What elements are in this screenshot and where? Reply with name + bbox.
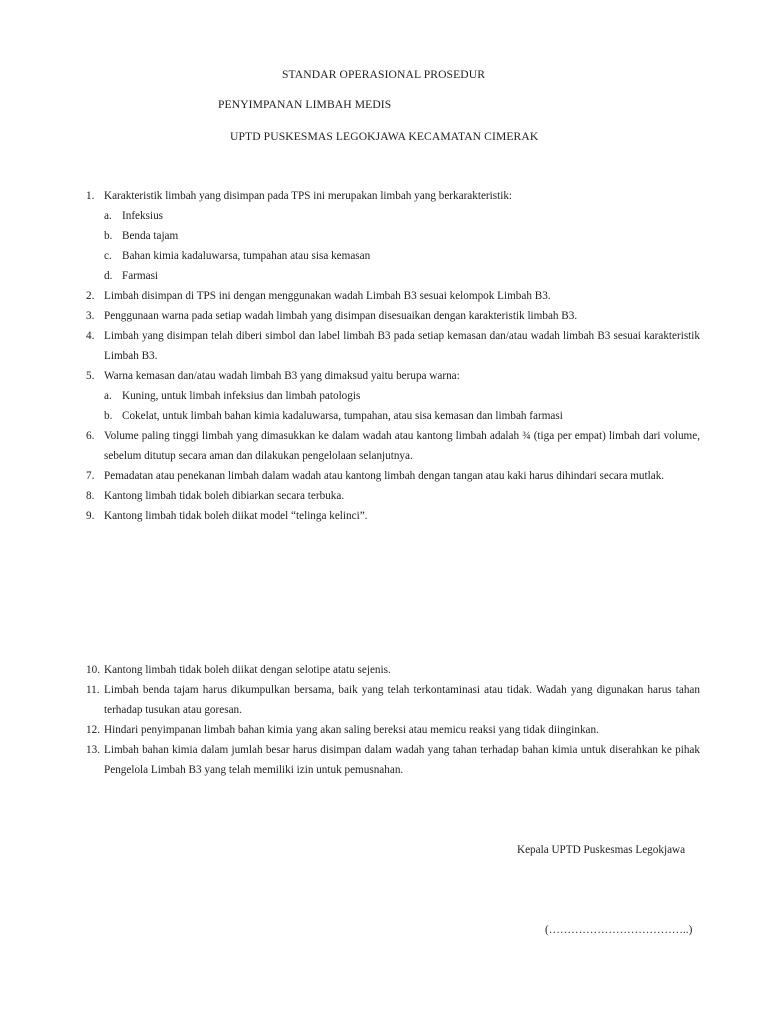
procedure-list-part2 bbox=[86, 660, 700, 780]
sub-item-text: Cokelat, untuk limbah bahan kimia kadaluwarsa, tumpahan, atau sisa kemasan dan limbah farmasi bbox=[122, 410, 563, 422]
list-item bbox=[86, 366, 700, 386]
item-text: Karakteristik limbah yang disimpan pada TPS ini merupakan limbah yang berkarakteristik: bbox=[104, 190, 513, 202]
sub-item-letter: c. bbox=[104, 250, 112, 262]
sub-item-text: Bahan kimia kadaluwarsa, tumpahan atau sisa kemasan bbox=[122, 250, 371, 262]
item-number: 6. bbox=[86, 430, 95, 442]
sub-item-text: Farmasi bbox=[122, 270, 159, 282]
item-text: Limbah bahan kimia dalam jumlah besar harus disimpan dalam wadah yang tahan terhadap bahan kimia untuk diserahkan ke pihak Pengelola Limbah B3 yang telah memiliki izin untuk pemusnahan. bbox=[104, 744, 700, 776]
sub-item bbox=[86, 226, 700, 246]
item-text: Kantong limbah tidak boleh dibiarkan secara terbuka. bbox=[104, 490, 345, 502]
sub-item-letter: a. bbox=[104, 210, 112, 222]
list-item bbox=[86, 680, 700, 720]
doc-title: STANDAR OPERASIONAL PROSEDUR bbox=[282, 68, 486, 81]
procedure-list-part1 bbox=[86, 186, 700, 526]
list-item bbox=[86, 426, 700, 466]
signature-placeholder: (………………………………..) bbox=[545, 924, 693, 936]
item-text: Kantong limbah tidak boleh diikat dengan selotipe atatu sejenis. bbox=[104, 664, 391, 676]
item-text: Limbah yang disimpan telah diberi simbol dan label limbah B3 pada setiap kemasan dan/atau wadah limbah B3 sesuai karakteristik Limbah B3. bbox=[104, 330, 700, 362]
item-text: Limbah disimpan di TPS ini dengan menggunakan wadah Limbah B3 sesuai kelompok Limbah B3. bbox=[104, 290, 551, 302]
sub-item bbox=[86, 266, 700, 286]
sub-item bbox=[86, 206, 700, 226]
list-item bbox=[86, 326, 700, 366]
list-item bbox=[86, 660, 700, 680]
list-item bbox=[86, 740, 700, 780]
sub-item bbox=[86, 386, 700, 406]
item-number: 12. bbox=[86, 724, 100, 736]
sub-item bbox=[86, 246, 700, 266]
item-number: 8. bbox=[86, 490, 95, 502]
sub-item bbox=[86, 406, 700, 426]
item-text: Volume paling tinggi limbah yang dimasukkan ke dalam wadah atau kantong limbah adalah ¾ (tiga per empat) limbah dari volume, sebelum ditutup secara aman dan dilakukan pengelolaan selanjutnya. bbox=[104, 430, 700, 462]
sub-item-text: Infeksius bbox=[122, 210, 164, 222]
item-number: 1. bbox=[86, 190, 95, 202]
sub-item-text: Benda tajam bbox=[122, 230, 179, 242]
list-item bbox=[86, 306, 700, 326]
list-item bbox=[86, 186, 700, 206]
sub-item-text: Kuning, untuk limbah infeksius dan limbah patologis bbox=[122, 390, 361, 402]
item-number: 13. bbox=[86, 744, 100, 756]
sub-item-letter: d. bbox=[104, 270, 113, 282]
item-number: 10. bbox=[86, 664, 100, 676]
item-text: Pemadatan atau penekanan limbah dalam wadah atau kantong limbah dengan tangan atau kaki harus dihindari secara mutlak. bbox=[104, 470, 665, 482]
list-item bbox=[86, 466, 700, 486]
item-text: Limbah benda tajam harus dikumpulkan bersama, baik yang telah terkontaminasi atau tidak. Wadah yang digunakan harus tahan terhadap tusukan atau goresan. bbox=[104, 684, 700, 716]
sub-item-letter: a. bbox=[104, 390, 112, 402]
doc-institution: UPTD PUSKESMAS LEGOKJAWA KECAMATAN CIMERAK bbox=[230, 130, 539, 143]
item-text: Warna kemasan dan/atau wadah limbah B3 yang dimaksud yaitu berupa warna: bbox=[104, 370, 460, 382]
item-text: Penggunaan warna pada setiap wadah limbah yang disimpan disesuaikan dengan karakteristik limbah B3. bbox=[104, 310, 578, 322]
sub-item-letter: b. bbox=[104, 410, 113, 422]
item-text: Hindari penyimpanan limbah bahan kimia yang akan saling bereksi atau memicu reaksi yang tidak diinginkan. bbox=[104, 724, 599, 736]
item-number: 11. bbox=[86, 684, 100, 696]
list-item bbox=[86, 286, 700, 306]
item-number: 4. bbox=[86, 330, 95, 342]
list-item bbox=[86, 486, 700, 506]
list-item bbox=[86, 506, 700, 526]
item-text: Kantong limbah tidak boleh diikat model “telinga kelinci”. bbox=[104, 510, 368, 522]
sub-item-letter: b. bbox=[104, 230, 113, 242]
signer-title: Kepala UPTD Puskesmas Legokjawa bbox=[517, 844, 686, 856]
item-number: 7. bbox=[86, 470, 95, 482]
list-item bbox=[86, 720, 700, 740]
doc-subtitle: PENYIMPANAN LIMBAH MEDIS bbox=[218, 98, 392, 111]
item-number: 3. bbox=[86, 310, 95, 322]
item-number: 2. bbox=[86, 290, 95, 302]
item-number: 9. bbox=[86, 510, 95, 522]
item-number: 5. bbox=[86, 370, 95, 382]
